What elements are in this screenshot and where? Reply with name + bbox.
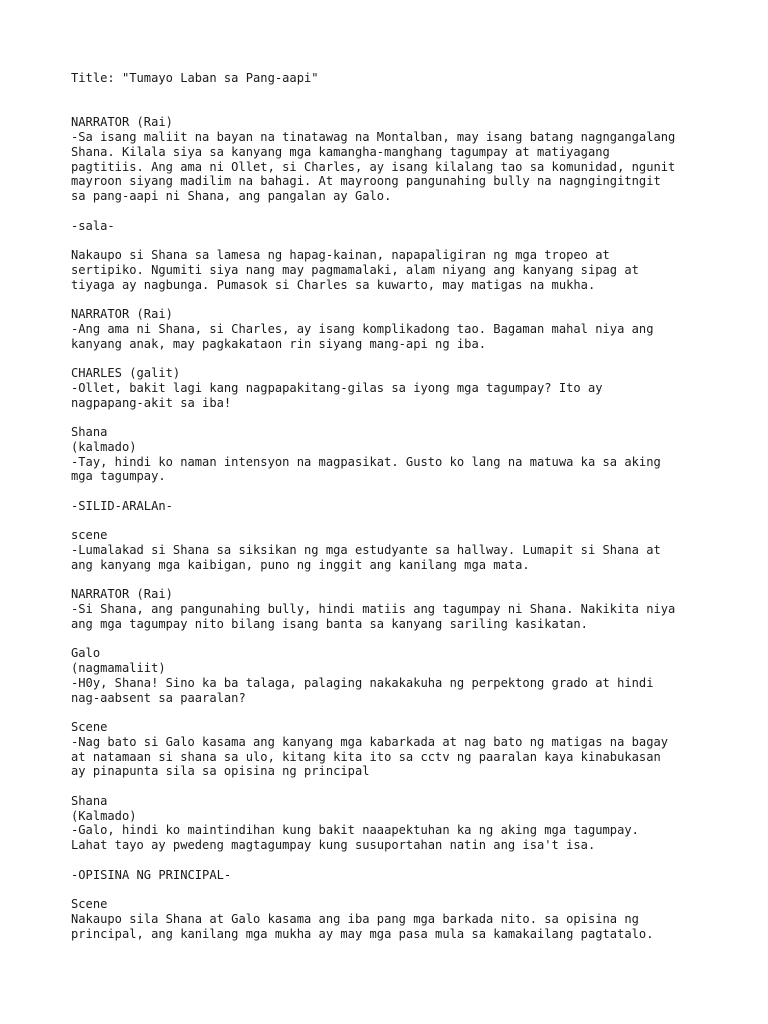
- text-line: CHARLES (galit): [71, 366, 181, 380]
- text-line: Shana. Kilala siya sa kanyang mga kamangha-manghang tagumpay at matiyagang: [71, 144, 610, 159]
- blank-line: [71, 351, 721, 366]
- text-line: -Ang ama ni Shana, si Charles, ay isang komplikadong tao. Bagaman mahal niya ang: [71, 321, 654, 336]
- text-line: -Ollet, bakit lagi kang nagpapakitang-gilas sa iyong mga tagumpay? Ito ay: [71, 380, 603, 395]
- text-line: nagpapang-akit sa iba!: [71, 395, 232, 410]
- text-line: Galo: [71, 646, 101, 661]
- text-line: NARRATOR (Rai): [71, 587, 173, 602]
- text-line: ang kanyang mga kaibigan, puno ng inggit ang kanilang mga mata.: [71, 557, 530, 572]
- text-line: -Si Shana, ang pangunahing bully, hindi matiis ang tagumpay ni Shana. Nakikita niya: [71, 602, 676, 616]
- text-line: sa pang-aapi ni Shana, ang pangalan ay Galo.: [71, 189, 392, 203]
- text-line: nag-aabsent sa paaralan?: [71, 690, 246, 705]
- text-line: NARRATOR (Rai): [71, 115, 173, 130]
- text-line: pagtitiis. Ang ama ni Ollet, si Charles, ay isang kilalang tao sa komunidad, ngunit: [71, 159, 676, 174]
- text-line: Lahat tayo ay pwedeng magtagumpay kung susuportahan natin ang isa't isa.: [71, 838, 596, 852]
- text-line: (kalmado): [71, 439, 137, 454]
- text-line: Scene: [71, 720, 108, 734]
- text-line: Title: "Tumayo Laban sa Pang-aapi": [71, 71, 319, 85]
- text-line: mga tagumpay.: [71, 469, 166, 484]
- text-line: mayroon siyang madilim na bahagi. At mayroong pangunahing bully na nagngingitngit: [71, 174, 661, 189]
- text-line: ay pinapunta sila sa opisina ng principal: [71, 764, 370, 779]
- text-line: scene: [71, 528, 108, 543]
- blank-line: [71, 101, 721, 116]
- text-line: -H0y, Shana! Sino ka ba talaga, palaging nakakakuha ng perpektong grado at hindi: [71, 675, 654, 690]
- blank-line: [71, 705, 721, 720]
- text-line: kanyang anak, may pagkakataon rin siyang mang-api ng iba.: [71, 336, 487, 351]
- text-line: Scene: [71, 897, 108, 911]
- blank-line: [71, 204, 721, 219]
- blank-line: [71, 882, 721, 897]
- script-text: [71, 71, 721, 941]
- text-line: -SILID-ARALAn-: [71, 498, 173, 513]
- text-line: sertipiko. Ngumiti siya nang may pagmamalaki, alam niyang ang kanyang sipag at: [71, 262, 639, 277]
- text-line: (nagmamaliit): [71, 661, 166, 675]
- text-line: -sala-: [71, 218, 115, 233]
- text-line: Nakaupo sila Shana at Galo kasama ang iba pang mga barkada nito. sa opisina ng: [71, 911, 639, 926]
- text-line: Shana: [71, 425, 108, 439]
- text-line: principal, ang kanilang mga mukha ay may mga pasa mula sa kamakailang pagtatalo.: [71, 926, 654, 941]
- text-line: NARRATOR (Rai): [71, 307, 173, 321]
- text-line: Shana: [71, 793, 108, 808]
- text-line: at natamaan si shana sa ulo, kitang kita ito sa cctv ng paaralan kaya kinabukasan: [71, 749, 661, 764]
- text-line: -Sa isang maliit na bayan na tinatawag na Montalban, may isang batang nagngangalang: [71, 130, 676, 144]
- blank-line: [71, 514, 721, 529]
- text-line: Nakaupo si Shana sa lamesa ng hapag-kainan, napapaligiran ng mga tropeo at: [71, 248, 610, 262]
- blank-line: [71, 233, 721, 248]
- blank-line: [71, 410, 721, 425]
- text-line: (Kalmado): [71, 808, 137, 823]
- text-line: -Galo, hindi ko maintindihan kung bakit naaapektuhan ka ng aking mga tagumpay.: [71, 823, 639, 838]
- text-line: -Nag bato si Galo kasama ang kanyang mga kabarkada at nag bato ng matigas na bagay: [71, 734, 669, 749]
- blank-line: [71, 779, 721, 794]
- text-line: -OPISINA NG PRINCIPAL-: [71, 867, 232, 882]
- text-line: ang mga tagumpay nito bilang isang banta sa kanyang sariling kasikatan.: [71, 616, 588, 631]
- blank-line: [71, 853, 721, 868]
- blank-line: [71, 632, 721, 647]
- text-line: -Tay, hindi ko naman intensyon na magpasikat. Gusto ko lang na matuwa ka sa aking: [71, 454, 661, 469]
- blank-line: [71, 292, 721, 307]
- text-line: -Lumalakad si Shana sa siksikan ng mga estudyante sa hallway. Lumapit si Shana at: [71, 543, 661, 557]
- text-line: tiyaga ay nagbunga. Pumasok si Charles sa kuwarto, may matigas na mukha.: [71, 277, 596, 292]
- blank-line: [71, 86, 721, 101]
- blank-line: [71, 573, 721, 588]
- blank-line: [71, 484, 721, 499]
